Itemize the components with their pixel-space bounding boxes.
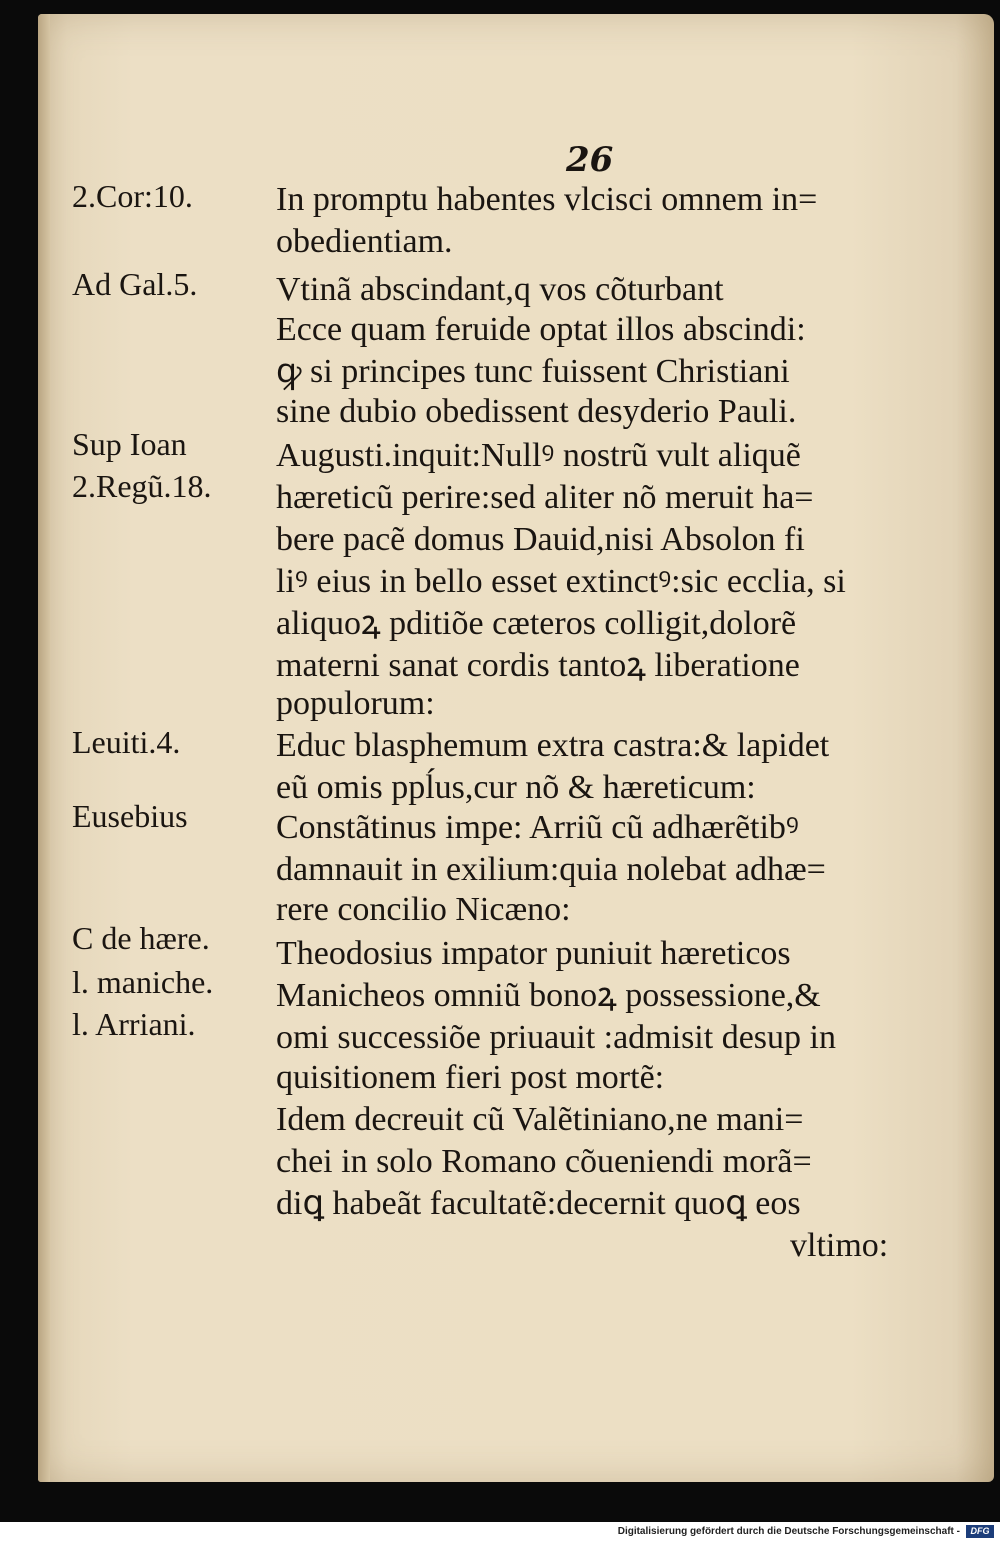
text-line: eũ omis ppĺus,cur nõ & hæreticum: [276,769,756,806]
page-number: 26 [566,140,614,180]
text-line: rere concilio Nicæno: [276,891,571,928]
text-line: Manicheos omniũ bonoꝝ possessione,& [276,977,821,1014]
text-line: sine dubio obedissent desyderio Pauli. [276,393,797,430]
margin-note: l. maniche. [72,964,214,1000]
text-line: Ecce quam feruide optat illos abscindi: [276,311,806,348]
margin-note: Ad Gal.5. [72,266,198,302]
digitization-footer [0,1522,1000,1542]
text-line: obedientiam. [276,223,453,260]
text-line: bere pacẽ domus Dauid,nisi Absolon fi [276,521,805,558]
text-line: In promptu habentes vlcisci omnem in= [276,181,818,218]
margin-note: C de hære. [72,920,210,956]
text-line: Augusti.inquit:Nullꝰ nostrũ vult aliquẽ [276,437,801,474]
text-line: Theodosius impator puniuit hæreticos [276,935,791,972]
text-line: diꝗ habeãt facultatẽ:decernit quoꝗ eos [276,1185,801,1222]
text-line: hæreticũ perire:sed aliter nõ meruit ha= [276,479,814,516]
margin-note: Leuiti.4. [72,724,181,760]
text-line: vltimo: [790,1227,889,1264]
text-line: quisitionem fieri post mortẽ: [276,1059,665,1096]
text-line: chei in solo Romano cõueniendi morã= [276,1143,812,1180]
text-line: liꝰ eius in bello esset extinctꝰ:sic ecclia, si [276,563,846,600]
text-line: ꝙ si principes tunc fuissent Christiani [276,353,790,390]
margin-note: l. Arriani. [72,1006,196,1042]
text-line: Constãtinus impe: Arriũ cũ adhærẽtibꝰ [276,809,799,846]
margin-note: 2.Cor:10. [72,178,193,214]
text-line: damnauit in exilium:quia nolebat adhæ= [276,851,826,888]
text-line: Idem decreuit cũ Valẽtiniano,ne mani= [276,1101,804,1138]
dfg-logo-icon: DFG [966,1525,994,1538]
text-line: Vtinã abscindant,q vos cõturbant [276,271,724,308]
margin-note: 2.Regũ.18. [72,468,212,504]
text-line: materni sanat cordis tantoꝝ liberatione [276,647,800,684]
margin-note: Eusebius [72,798,188,834]
text-line: omi successiõe priuauit :admisit desup in [276,1019,836,1056]
funding-credit: Digitalisierung gefördert durch die Deutsche Forschungsgemeinschaft - [617,1526,960,1537]
page-edge [38,14,50,1482]
text-line: populorum: [276,685,435,722]
margin-note: Sup Ioan [72,426,187,462]
text-line: aliquoꝝ pditiõe cæteros colligit,dolorẽ [276,605,797,642]
text-line: Educ blasphemum extra castra:& lapidet [276,727,830,764]
